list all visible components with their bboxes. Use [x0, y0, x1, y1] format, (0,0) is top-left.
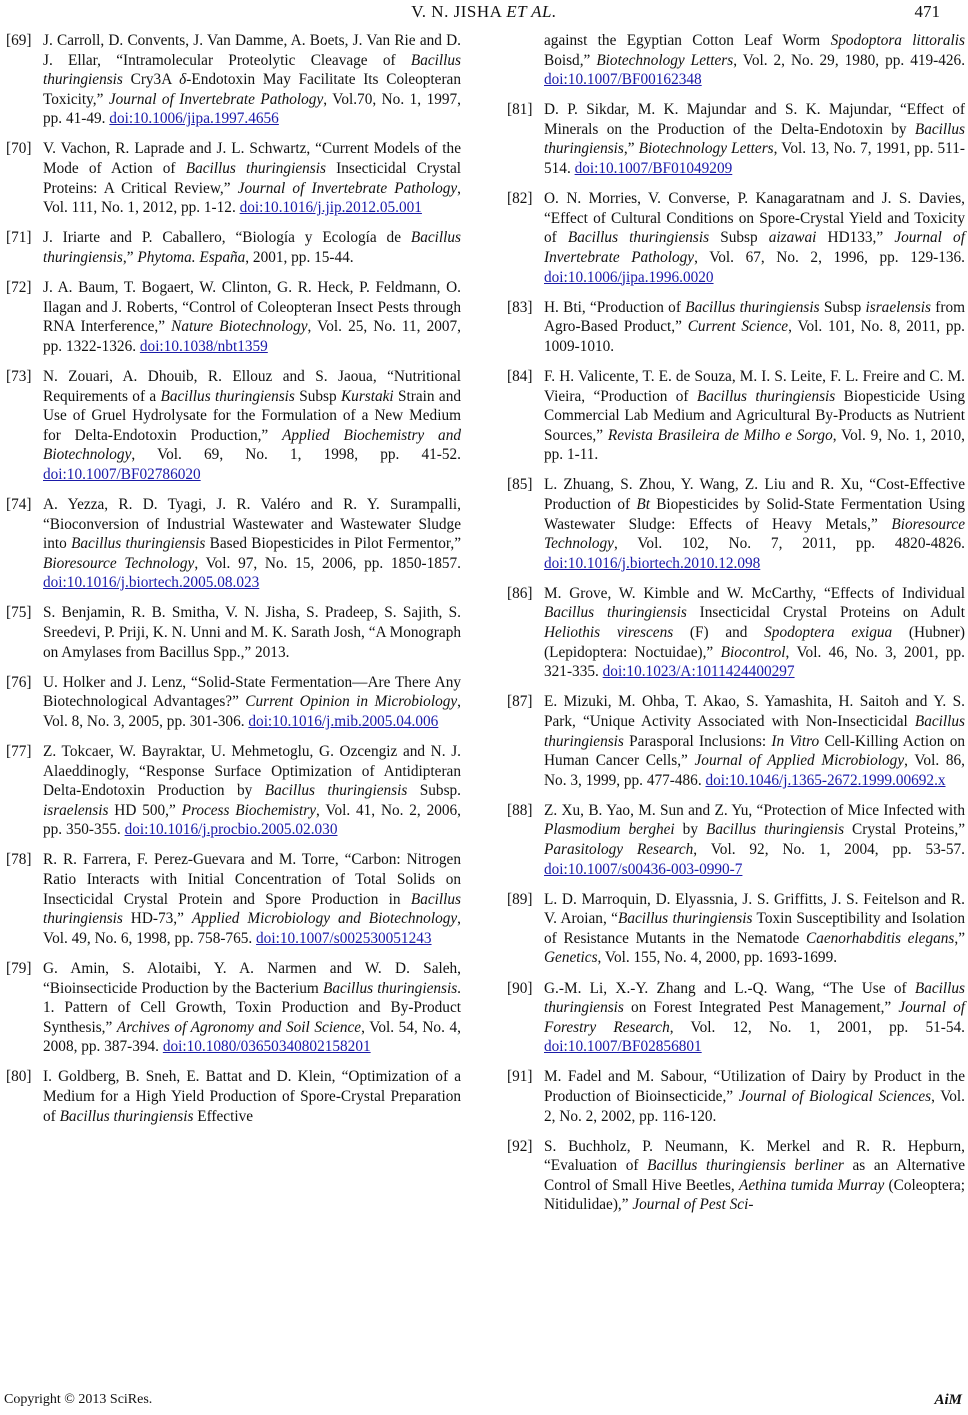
- reference-italic-text: Bacillus thuringiensis: [160, 387, 295, 405]
- reference-italic-text: Caenorhabditis elegans: [806, 929, 955, 947]
- reference-entry: [507, 890, 965, 968]
- reference-text: F. H. Valicente, T. E. de Souza, M. I. S. Leite, F. L. Freire and C. M. Vieira, “Production of: [544, 367, 965, 405]
- reference-italic-text: Bacillus thuringiensis: [544, 979, 965, 1017]
- reference-italic-text: Journal of Invertebrate Pathology: [108, 90, 324, 108]
- reference-italic-text: Journal of Pest Sci-: [632, 1196, 754, 1214]
- reference-italic-text: Nature Biotechnology: [171, 318, 308, 336]
- reference-text: Biopesticides by Solid-State Fermentation Using Wastewater Sludge: Effects of Heavy Metals,”: [544, 495, 965, 533]
- reference-number: [83]: [507, 298, 533, 316]
- reference-entry: [507, 979, 965, 1057]
- reference-italic-text: Bacillus thuringiensis: [696, 387, 836, 405]
- reference-text: , Vol. 97, No. 15, 2006, pp. 1850-1857.: [194, 554, 461, 572]
- reference-text: , Vol. 9, No. 1, 2010, pp. 1-11.: [544, 426, 965, 464]
- reference-text: G.-M. Li, X.-Y. Zhang and L.-Q. Wang, “The Use of: [544, 979, 915, 997]
- reference-italic-text: Current Opinion in Microbiology: [245, 693, 458, 711]
- reference-italic-text: Bacillus thuringiensis: [544, 712, 965, 750]
- reference-text: Effective: [193, 1107, 254, 1125]
- reference-italic-text: Journal of Applied Microbiology: [694, 752, 905, 770]
- reference-text: V. Vachon, R. Laprade and J. L. Schwartz, “Current Models of the Mode of Action of: [43, 140, 461, 178]
- reference-italic-text: In Vitro: [771, 732, 820, 750]
- reference-text: ,”: [122, 248, 138, 266]
- reference-italic-text: δ: [179, 71, 187, 89]
- reference-text: , Vol. 155, No. 4, 2000, pp. 1693-1699.: [597, 949, 838, 967]
- reference-text: Insecticidal Crystal Proteins: A Critical Review,”: [43, 160, 461, 197]
- reference-entry: [507, 298, 965, 357]
- reference-number: [78]: [6, 851, 32, 869]
- reference-number: [70]: [6, 140, 32, 158]
- reference-text: against the Egyptian Cotton Leaf Worm: [544, 32, 831, 49]
- reference-text: Boisd,”: [544, 51, 597, 69]
- doi-link[interactable]: doi:10.1007/s00436-003-0990-7: [544, 860, 743, 878]
- reference-number: [86]: [507, 584, 533, 602]
- reference-italic-text: Applied Biochemistry and Biotechnology: [43, 426, 462, 464]
- reference-text: , Vol. 8, No. 3, 2005, pp. 301-306.: [43, 693, 461, 730]
- reference-text: Cell-Killing Action on Human Cancer Cells,”: [544, 732, 965, 770]
- reference-italic-text: aizawai: [768, 229, 817, 247]
- author-running-title: V. N. JISHA: [411, 2, 502, 21]
- reference-number: [80]: [6, 1068, 32, 1086]
- reference-text: M. Fadel and M. Sabour, “Utilization of Dairy by Product in the Production of Bioinsecticide,”: [544, 1068, 965, 1105]
- reference-text: by: [674, 821, 706, 839]
- reference-italic-text: Bacillus thuringiensis: [264, 782, 408, 800]
- reference-text: , Vol. 2, No. 2, 2002, pp. 116-120.: [544, 1088, 966, 1125]
- reference-number: [69]: [6, 32, 32, 49]
- reference-entry: [6, 228, 461, 267]
- reference-italic-text: Phytoma. España: [137, 248, 246, 266]
- reference-text: . 1. Pattern of Cell Growth, Toxin Production and By-Product Synthesis,”: [43, 979, 461, 1036]
- reference-entry: [6, 31, 461, 129]
- reference-entry: [6, 367, 461, 485]
- journal-abbrev: AiM: [934, 1392, 962, 1408]
- reference-entry: [6, 1067, 461, 1126]
- reference-text: I. Goldberg, B. Sneh, E. Battat and D. Klein, “Optimization of a Medium for a High Yield Production of Spore-Crystal Preparation of: [43, 1068, 461, 1125]
- reference-text: S. Buchholz, P. Neumann, K. Merkel and R. R. Hepburn, “Evaluation of: [544, 1137, 965, 1175]
- page-footer: [0, 1392, 968, 1412]
- reference-text: R. R. Farrera, F. Perez-Guevara and M. Torre, “Carbon: Nitrogen Ratio Interacts with Initial Concentration of Total Solids on Insecticidal Crystal Protein and Spore Production in: [43, 851, 461, 908]
- reference-number: [88]: [507, 801, 533, 819]
- reference-number: [74]: [6, 495, 32, 513]
- reference-text: J. Iriarte and P. Caballero, “Biología y Ecología de: [43, 229, 411, 247]
- reference-number: [91]: [507, 1068, 533, 1086]
- reference-italic-text: israelensis: [865, 298, 931, 316]
- reference-entry: [6, 959, 461, 1057]
- reference-italic-text: Bacillus thuringiensis: [705, 821, 845, 839]
- reference-number: [71]: [6, 229, 32, 247]
- doi-link[interactable]: doi:10.1016/j.procbio.2005.02.030: [124, 821, 338, 839]
- reference-italic-text: Bacillus thuringiensis: [685, 298, 820, 316]
- reference-text: , Vol. 86, No. 3, 1999, pp. 477-486.: [544, 752, 965, 789]
- reference-number: [82]: [507, 190, 533, 208]
- reference-text: Parasporal Inclusions:: [623, 732, 772, 750]
- reference-text: J. A. Baum, T. Bogaert, W. Clinton, G. R. Heck, P. Feldmann, O. Ilagan and J. Roberts, “Control of Coleopteran Insect Pests through RNA Interference,”: [43, 279, 461, 336]
- reference-entry: [507, 801, 965, 879]
- reference-number: [92]: [507, 1137, 533, 1155]
- et-al: ET AL.: [506, 2, 557, 21]
- reference-text: (Hubner) (Lepidoptera: Noctuidae),”: [544, 624, 965, 661]
- reference-text: , Vol. 49, No. 6, 1998, pp. 758-765.: [43, 910, 461, 947]
- reference-text: M. Grove, W. Kimble and W. McCarthy, “Effects of Individual: [544, 584, 965, 602]
- reference-text: Biopesticide Using Commercial Lab Medium and Agricultural By-Products as Nutrient Sources,”: [544, 387, 965, 444]
- reference-text: D. P. Sikdar, M. K. Majundar and S. K. Majundar, “Effect of Minerals on the Production of the Delta-Endotoxin by: [544, 101, 965, 138]
- reference-italic-text: Journal of Biological Sciences: [738, 1088, 932, 1105]
- reference-entry: [507, 1067, 965, 1126]
- reference-italic-text: Bacillus thuringiensis berliner: [647, 1157, 844, 1175]
- reference-text: L. D. Marroquin, D. Elyassnia, J. S. Griffitts, J. S. Feitelson and R. V. Aroian, “: [544, 890, 965, 928]
- reference-italic-text: Bacillus thuringiensis: [43, 51, 461, 89]
- reference-text: , Vol. 13, No. 7, 1991, pp. 511-514.: [544, 140, 965, 178]
- reference-text: Crystal Proteins,”: [844, 821, 965, 839]
- reference-text: N. Zouari, A. Dhouib, R. Ellouz and S. Jaoua, “Nutritional Requirements of a: [43, 367, 461, 405]
- reference-text: U. Holker and J. Lenz, “Solid-State Fermentation—Are There Any Biotechnological Advantages?”: [43, 673, 461, 711]
- reference-number: [72]: [6, 279, 32, 297]
- reference-text: O. N. Morries, V. Converse, P. Kanagaratnam and J. S. Davies, “Effect of Cultural Conditions on Spore-Crystal Yield and Toxicity of: [544, 190, 965, 247]
- reference-text: , Vol. 25, No. 11, 2007, pp. 1322-1326.: [43, 318, 461, 355]
- doi-link[interactable]: doi:10.1006/jipa.1996.0020: [544, 268, 714, 286]
- reference-text: , Vol. 102, No. 7, 2011, pp. 4820-4826.: [613, 535, 965, 553]
- reference-number: [73]: [6, 367, 32, 385]
- reference-text: Toxin Susceptibility and Isolation of Resistance Mutants in the Nematode: [544, 910, 965, 947]
- reference-text: Z. Tokcaer, W. Bayraktar, U. Mehmetoglu, G. Ozcengiz and N. J. Alaeddinogly, “Response Surface Optimization of Antidipteran Delta-Endotoxin Production by: [43, 743, 461, 800]
- reference-text: , Vol. 111, No. 1, 2012, pp. 1-12.: [43, 179, 461, 217]
- reference-text: E. Mizuki, M. Ohba, T. Akao, S. Yamashita, H. Saitoh and Y. S. Park, “Unique Activity Associated with Non-Insecticidal: [544, 693, 965, 730]
- reference-text: , 2001, pp. 15-44.: [245, 248, 354, 266]
- reference-italic-text: Heliothis virescens: [544, 624, 674, 642]
- reference-text: from Agro-Based Product,”: [544, 298, 965, 336]
- doi-link[interactable]: doi:10.1016/j.biortech.2005.08.023: [43, 574, 260, 592]
- reference-entry: [507, 584, 965, 682]
- reference-entry: [6, 850, 461, 948]
- reference-italic-text: Bacillus thuringiensis: [71, 535, 206, 553]
- reference-text: Subsp: [294, 387, 341, 405]
- reference-number: [81]: [507, 101, 533, 119]
- reference-text: G. Amin, S. Alotaibi, Y. A. Narmen and W. D. Saleh, “Bioinsecticide Production by the Bacterium: [43, 959, 461, 997]
- reference-entry: [6, 742, 461, 840]
- reference-italic-text: Bacillus thuringiensis: [567, 229, 710, 247]
- reference-italic-text: Spodoptera exigua: [764, 624, 893, 642]
- reference-text: J. Carroll, D. Convents, J. Van Damme, A. Boets, J. Van Rie and D. J. Ellar, “Intramolecular Proteolytic Cleavage of: [43, 32, 461, 69]
- references-right-column: [507, 31, 965, 1226]
- reference-text: Cry3A: [122, 71, 180, 89]
- references-left-column: [6, 31, 461, 1137]
- reference-italic-text: Journal of Forestry Research: [544, 999, 966, 1036]
- reference-text: Subsp.: [407, 782, 461, 800]
- doi-link[interactable]: doi:10.1023/A:1011424400297: [602, 663, 795, 681]
- reference-text: ,”: [623, 140, 639, 158]
- reference-italic-text: Journal of Invertebrate Pathology: [237, 179, 458, 197]
- reference-entry: [507, 475, 965, 573]
- reference-text: Strain and Use of Gruel Hydrolysate for the Formulation of a New Medium for Delta-Endotoxin Production,”: [43, 387, 461, 444]
- reference-italic-text: Archives of Agronomy and Soil Science: [116, 1018, 362, 1036]
- reference-number: [90]: [507, 979, 533, 997]
- reference-text: , Vol. 46, No. 3, 2001, pp. 321-335.: [544, 643, 965, 681]
- doi-link[interactable]: doi:10.1007/BF02786020: [43, 465, 201, 483]
- reference-number: [84]: [507, 367, 533, 385]
- doi-link[interactable]: doi:10.1016/j.mib.2005.04.006: [248, 712, 439, 730]
- reference-text: (F) and: [673, 624, 765, 642]
- reference-italic-text: Biocontrol: [720, 643, 786, 661]
- doi-link[interactable]: doi:10.1006/jipa.1997.4656: [109, 110, 279, 128]
- reference-italic-text: Bacillus thuringiensis: [59, 1107, 194, 1125]
- reference-entry: [6, 603, 461, 662]
- reference-text: Subsp: [819, 298, 866, 316]
- reference-italic-text: Bt: [636, 495, 650, 513]
- reference-italic-text: Spodoptora littoralis: [830, 32, 965, 49]
- reference-entry: [507, 367, 965, 465]
- reference-text: HD133,”: [816, 229, 895, 247]
- reference-italic-text: Bioresource Technology: [43, 554, 195, 572]
- running-header: [0, 2, 968, 24]
- reference-text: HD-73,”: [122, 910, 192, 928]
- reference-italic-text: Biotechnology Letters: [638, 140, 774, 158]
- reference-text: Subsp: [709, 229, 769, 247]
- reference-number: [76]: [6, 673, 32, 691]
- reference-entry: [507, 189, 965, 287]
- reference-entry: [6, 673, 461, 732]
- reference-italic-text: Bacillus thuringiensis: [544, 120, 965, 158]
- reference-entry: [507, 100, 965, 178]
- reference-text: on Forest Integrated Pest Management,”: [623, 999, 899, 1017]
- reference-italic-text: Current Science: [687, 318, 789, 336]
- reference-italic-text: Bioresource Technology: [544, 515, 965, 553]
- reference-number: [77]: [6, 743, 32, 760]
- doi-link[interactable]: doi:10.1080/03650340802158201: [162, 1038, 371, 1056]
- reference-italic-text: Applied Microbiology and Biotechnology: [191, 910, 458, 928]
- reference-entry: [6, 139, 461, 217]
- reference-text: Z. Xu, B. Yao, M. Sun and Z. Yu, “Protection of Mice Infected with: [544, 801, 965, 819]
- reference-text: , Vol. 67, No. 2, 1996, pp. 129-136.: [694, 248, 965, 266]
- reference-text: , Vol.70, No. 1, 1997, pp. 41-49.: [43, 90, 461, 128]
- reference-text: as an Alternative Control of Small Hive Beetles,: [544, 1157, 965, 1194]
- reference-number: [87]: [507, 693, 533, 711]
- reference-italic-text: Bacillus thuringiensis: [43, 890, 461, 928]
- reference-italic-text: Bacillus thuringiensis: [617, 910, 753, 928]
- reference-italic-text: Revista Brasileira de Milho e Sorgo: [607, 426, 833, 444]
- reference-text: A. Yezza, R. D. Tyagi, J. R. Valéro and R. Y. Surampalli, “Bioconversion of Industrial Wastewater and Wastewater Sludge into: [43, 495, 461, 553]
- reference-number: [85]: [507, 476, 533, 494]
- reference-text: , Vol. 2, No. 29, 1980, pp. 419-426.: [733, 51, 966, 69]
- reference-entry: [507, 692, 965, 790]
- reference-text: -Endotoxin May Facilitate Its Coleopteran Toxicity,”: [43, 71, 461, 108]
- reference-text: , Vol. 41, No. 2, 2006, pp. 350-355.: [43, 801, 461, 839]
- reference-italic-text: Process Biochemistry: [181, 801, 316, 819]
- doi-link[interactable]: doi:10.1007/BF00162348: [544, 71, 702, 89]
- reference-text: S. Benjamin, R. B. Smitha, V. N. Jisha, S. Pradeep, S. Sajith, S. Sreedevi, P. Priji, K. N. Unni and M. K. Sarath Josh, “A Monograph on Amylases from Bacillus Spp.,” 2013.: [43, 604, 461, 661]
- reference-entry: [6, 495, 461, 593]
- reference-italic-text: Bacillus thuringiensis: [43, 229, 461, 266]
- running-title: [0, 2, 968, 22]
- reference-number: [79]: [6, 959, 32, 977]
- doi-link[interactable]: doi:10.1007/BF01049209: [574, 160, 733, 178]
- reference-italic-text: israelensis: [43, 801, 109, 819]
- reference-text: , Vol. 12, No. 1, 2001, pp. 51-54.: [669, 1018, 965, 1036]
- reference-italic-text: Kurstaki: [340, 387, 394, 405]
- reference-number: [75]: [6, 604, 32, 622]
- doi-link[interactable]: doi:10.1007/s002530051243: [256, 929, 432, 947]
- doi-link[interactable]: doi:10.1038/nbt1359: [139, 337, 268, 355]
- reference-italic-text: Bacillus thuringiensis: [185, 160, 326, 178]
- page-number: 471: [914, 2, 940, 21]
- reference-italic-text: Aethina tumida Murray: [738, 1176, 885, 1194]
- reference-italic-text: Parasitology Research: [544, 840, 694, 858]
- reference-text: H. Bti, “Production of: [544, 298, 686, 316]
- reference-italic-text: Plasmodium berghei: [544, 821, 675, 839]
- reference-text: Insecticidal Crystal Proteins on Adult: [686, 604, 966, 622]
- doi-link[interactable]: doi:10.1016/j.biortech.2010.12.098: [544, 554, 761, 572]
- reference-number: [89]: [507, 890, 533, 908]
- reference-italic-text: Genetics: [544, 949, 598, 967]
- doi-link[interactable]: doi:10.1016/j.jip.2012.05.001: [239, 199, 422, 217]
- copyright-notice: Copyright © 2013 SciRes.: [4, 1392, 153, 1407]
- reference-text: , Vol. 54, No. 4, 2008, pp. 387-394.: [43, 1018, 461, 1056]
- reference-text: , Vol. 101, No. 8, 2011, pp. 1009-1010.: [544, 318, 965, 355]
- reference-italic-text: Bacillus thuringiensis: [322, 979, 458, 997]
- reference-entry: [507, 31, 965, 90]
- reference-text: L. Zhuang, S. Zhou, Y. Wang, Z. Liu and R. Xu, “Cost-Effective Production of: [544, 476, 965, 513]
- reference-text: HD 500,”: [108, 801, 182, 819]
- reference-text: ,”: [954, 929, 965, 947]
- reference-text: Based Biopesticides in Pilot Fermentor,”: [205, 535, 461, 553]
- reference-text: , Vol. 69, No. 1, 1998, pp. 41-52.: [131, 446, 461, 464]
- reference-italic-text: Biotechnology Letters: [596, 51, 734, 69]
- reference-italic-text: Bacillus thuringiensis: [544, 604, 687, 622]
- reference-text: (Coleoptera; Nitidulidae),”: [544, 1176, 965, 1214]
- reference-text: , Vol. 92, No. 1, 2004, pp. 53-57.: [693, 840, 966, 858]
- reference-entry: [507, 1137, 965, 1215]
- reference-entry: [6, 278, 461, 356]
- doi-link[interactable]: doi:10.1007/BF02856801: [544, 1038, 702, 1056]
- doi-link[interactable]: doi:10.1046/j.1365-2672.1999.00692.x: [705, 771, 946, 789]
- reference-italic-text: Journal of Invertebrate Pathology: [544, 229, 965, 266]
